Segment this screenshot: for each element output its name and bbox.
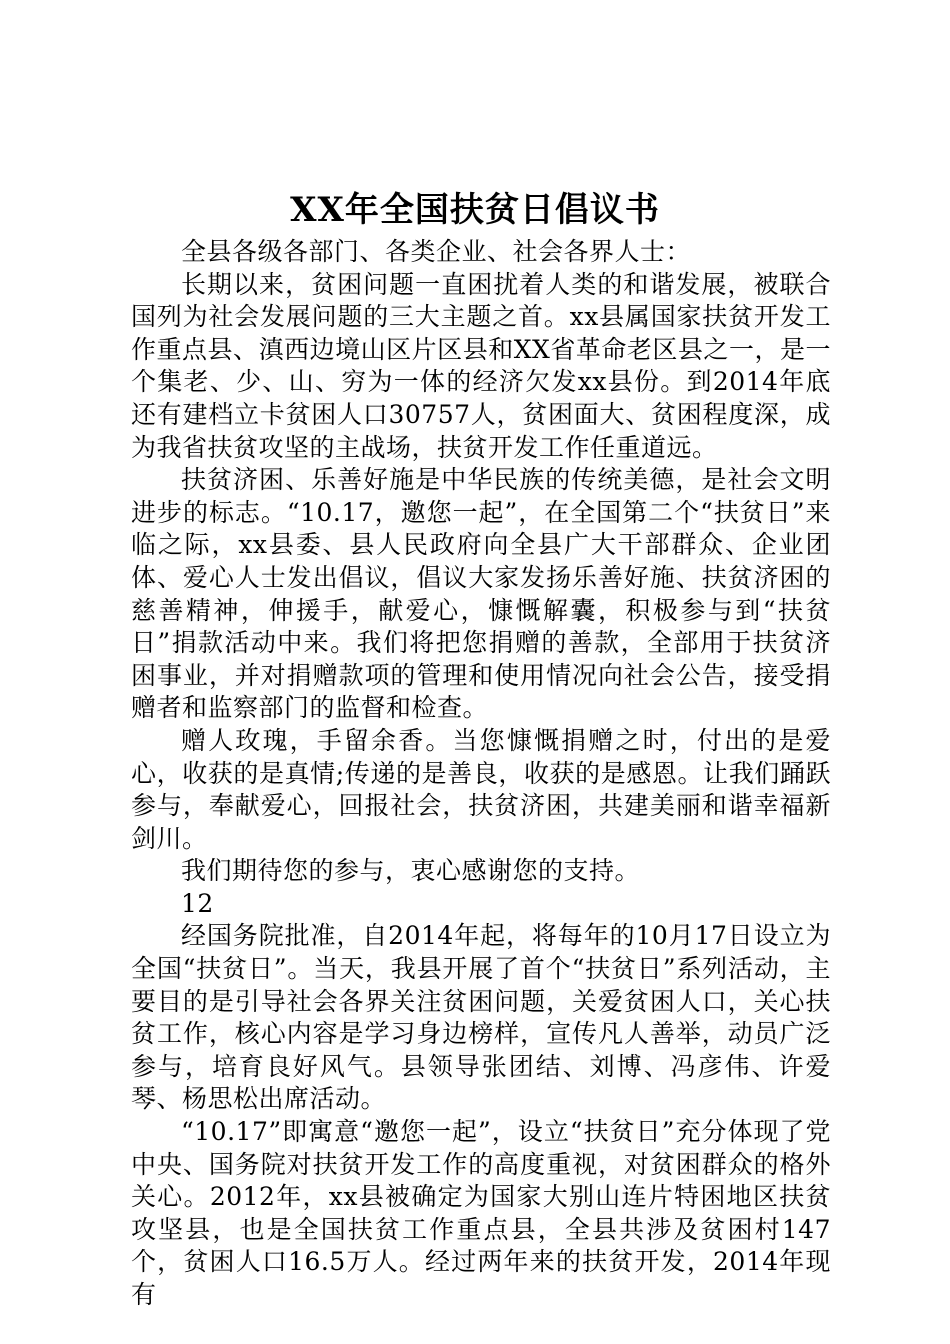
document-body [131, 236, 831, 1312]
salutation-paragraph: 全县各级各部门、各类企业、社会各界人士： [181, 237, 692, 266]
appeal-paragraph: 扶贫济困、乐善好施是中华民族的传统美德，是社会文明进步的标志。“10.17，邀您一起”，在全国第二个“扶贫日”来临之际，xx县委、县人民政府向全县广大干部群众、企业团体、爱心人士发出倡议，倡议大家发扬乐善好施、扶贫济困的慈善精神，伸援手，献爱心，慷慨解囊，积极参与到“扶贫日”捐款活动中来。我们将把您捐赠的善款，全部用于扶贫济困事业，并对捐赠款项的管理和使用情况向社会公告，接受捐赠者和监察部门的监督和检查。 [131, 465, 831, 723]
number-paragraph: 12 [181, 888, 214, 918]
state-council-paragraph: 经国务院批准，自2014年起，将每年的10月17日设立为全国“扶贫日”。当天，我县开展了首个“扶贫日”系列活动，主要目的是引导社会各界关注贫困问题，关爱贫困人口，关心扶贫工作，核心内容是学习身边榜样，宣传凡人善举，动员广泛参与，培育良好风气。县领导张团结、刘博、冯彦伟、许爱琴、杨思松出席活动。 [131, 921, 831, 1114]
thanks-paragraph: 我们期待您的参与，衷心感谢您的支持。 [181, 856, 641, 886]
rose-paragraph: 赠人玫瑰，手留余香。当您慷慨捐赠之时，付出的是爱心，收获的是真情;传递的是善良，收获的是感恩。让我们踊跃参与，奉献爱心，回报社会，扶贫济困，共建美丽和谐幸福新剑川。 [131, 725, 831, 853]
background-paragraph: 长期以来，贫困问题一直困扰着人类的和谐发展，被联合国列为社会发展问题的三大主题之首。xx县属国家扶贫开发工作重点县、滇西边境山区片区县和XX省革命老区县之一，是一个集老、少、山、穷为一体的经济欠发xx县份。到2014年底还有建档立卡贫困人口30757人，贫困面大、贫困程度深，成为我省扶贫攻坚的主战场，扶贫开发工作任重道远。 [131, 269, 831, 462]
document-title: XX年全国扶贫日倡议书 [290, 190, 660, 230]
meaning-paragraph: “10.17”即寓意“邀您一起”，设立“扶贫日”充分体现了党中央、国务院对扶贫开发工作的高度重视，对贫困群众的格外关心。2012年，xx县被确定为国家大别山连片特困地区扶贫攻坚县，也是全国扶贫工作重点县，全县共涉及贫困村147个，贫困人口16.5万人。经过两年来的扶贫开发，2014年现有 [131, 1117, 831, 1309]
